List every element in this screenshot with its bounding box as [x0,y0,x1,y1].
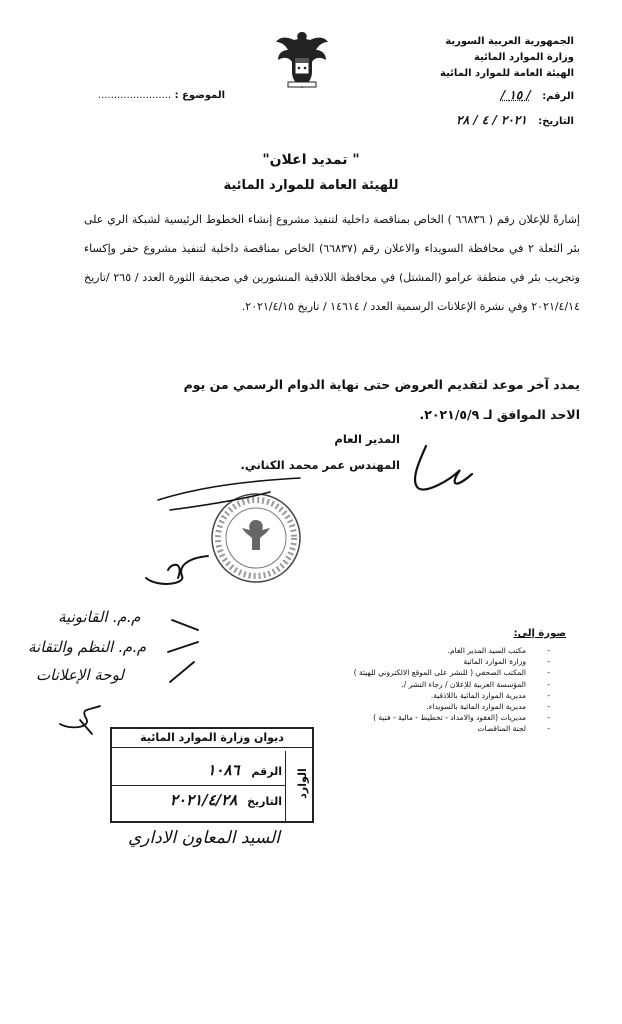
handwritten-initial [138,548,218,598]
header-authority: الهيئة العامة للموارد المائية [440,68,574,79]
copy-item: - مديريات (العقود والامداد - تخطيط - مالية - فنية ) [373,713,550,723]
reference-number [501,88,574,102]
copy-item: - مديرية الموارد المائية بالسويداء. [426,702,550,712]
seal-scribble [150,470,310,540]
copy-item: - المكتب الصحفي ( للنشر على الموقع الالكتروني للهيئة ) [353,668,550,678]
stamp-number-value: ١٠٨٦ [207,761,240,779]
subject-value: ....................... [98,90,172,101]
document-subtitle: للهيئة العامة للموارد المائية [223,178,399,193]
copy-item: - لجنة المناقصات [477,724,550,734]
copies-label: صورة إلى: [513,628,566,639]
copy-item: - المؤسسة العربية للإعلان / رجاء النشر /. [401,679,550,689]
routing-bracket [164,612,204,692]
date-value: ٢٠٢١ / ٤ / ٢٨ [456,113,527,127]
subject-field [98,90,225,101]
copy-item: - مديرية الموارد المائية باللاذقية. [430,690,550,700]
document-date [456,113,574,127]
copy-item: - مكتب السيد المدير العام. [447,646,550,655]
subject-label: الموضوع : [174,90,226,101]
number-label: الرقم: [542,91,574,102]
extension-line-2: الاحد الموافق لـ ٢٠٢١/٥/٩. [419,407,580,422]
stamp-date-label: التاريخ [247,795,282,808]
announcement-body: إشارةً للإعلان رقم ( ٦٦٨٣٦ ) الخاص بمناقصة داخلية لتنفيذ مشروع إنشاء الخطوط الرئيسية لشبكة الري على بئر الثعلة ٢ في محافظة السويداء والاعلان رقم (٦٦٨٣٧) الخاص بمناقصة داخلية لتنفيذ مشروع حفر وإكساء وتجريب بئر في منطقة عرامو (المشتل) في محافظة اللاذقية المنشورين في صحيفة الثورة العدد / ٢٦٥ /تاريخ ٢٠٢١/٤/١٤ وفي نشرة الإعلانات الرسمية العدد / ١٤٦١٤ / تاريخ ٢٠٢١/٤/١٥. [84,213,580,313]
handwritten-mark [50,700,110,740]
copy-item: - وزارة الموارد المائية [463,657,550,667]
extension-line-1: يمدد آخر موعد لتقديم العروض حتى نهاية الدوام الرسمي من يوم [183,377,580,392]
handwritten-signature [390,440,480,496]
header-block [440,34,574,82]
stamp-side-label: الوارد [296,768,310,799]
signatory-title: المدير العام [334,432,400,446]
stamp-number-label: الرقم [251,765,282,778]
syrian-eagle-emblem-icon [274,28,330,90]
header-ministry: وزارة الموارد المائية [473,52,574,63]
handwritten-bottom-note: السيد المعاون الاداري [128,828,280,848]
stamp-date-value: ٢٠٢١/٤/٢٨ [169,791,238,809]
document-title: " تمديد اعلان" [262,152,360,168]
handwritten-note-legal: م.م. القانونية [58,608,141,626]
copies-list [286,645,550,735]
signatory-name: المهندس عمر محمد الكناني. [240,458,400,472]
stamp-number-row [207,761,282,779]
handwritten-note-systems: م.م. النظم والتقانة [28,638,147,656]
handwritten-note-board: لوحة الإعلانات [36,666,124,684]
date-label: التاريخ: [538,116,574,127]
stamp-side-cell [285,751,312,821]
stamp-divider [112,785,286,786]
number-value: / ١٥ / [500,88,531,102]
stamp-header: ديوان وزارة الموارد المائية [112,731,312,748]
header-country: الجمهورية العربية السورية [445,36,574,47]
stamp-date-row [170,791,282,809]
incoming-register-stamp [110,727,314,823]
